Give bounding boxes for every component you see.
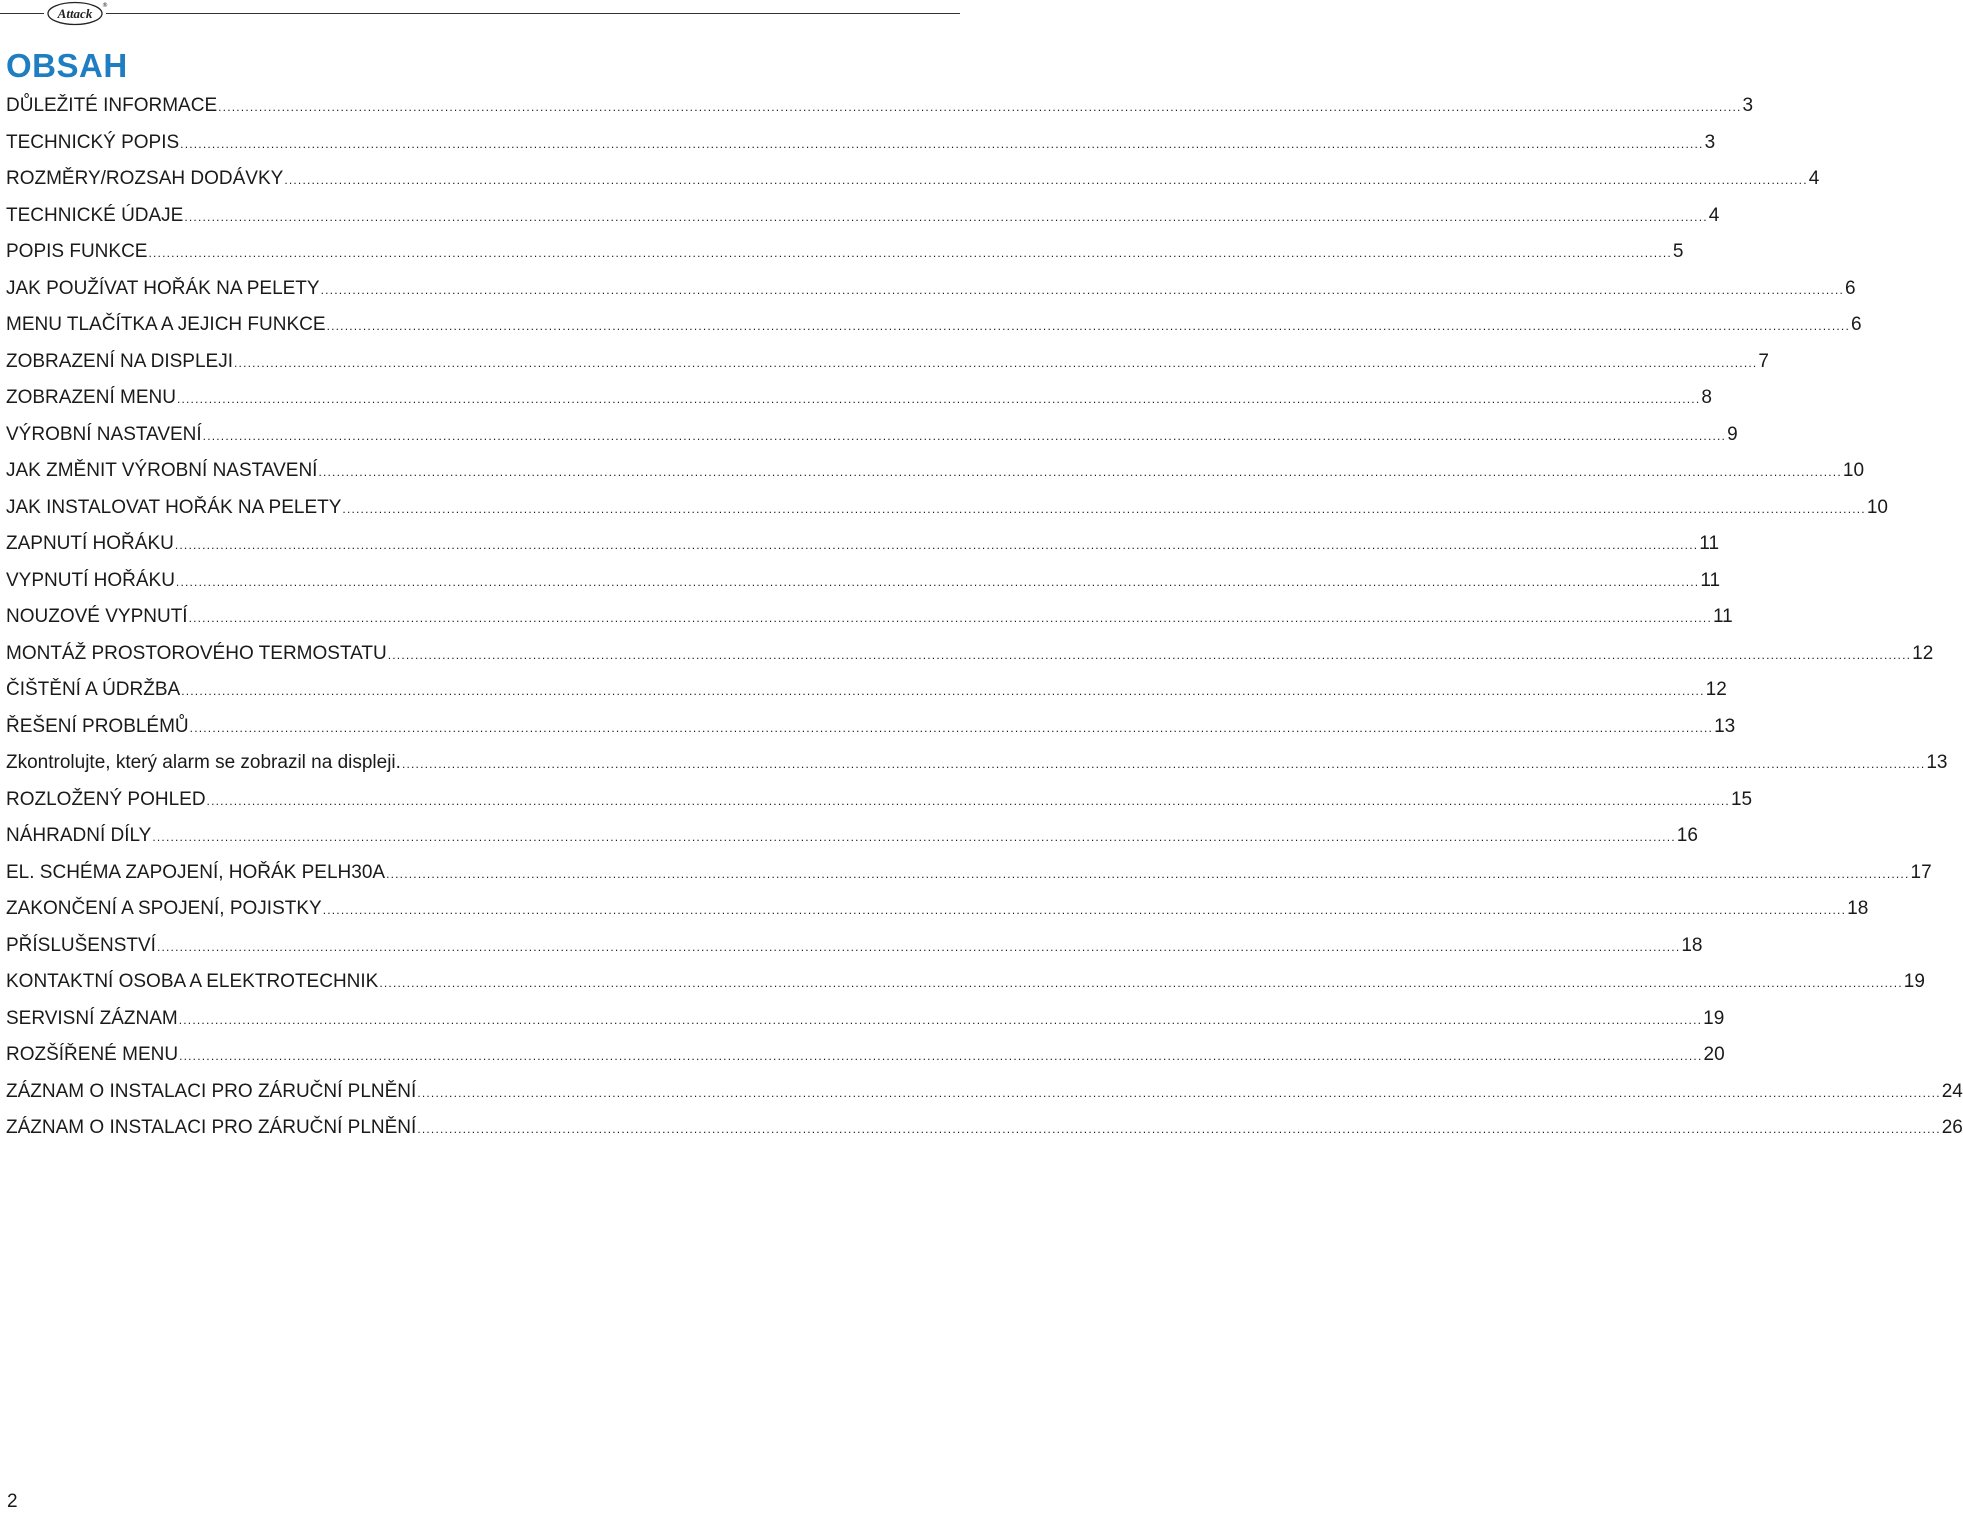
toc-entry[interactable] bbox=[6, 563, 1721, 600]
toc-entry-label: ROZŠÍŘENÉ MENU bbox=[6, 1044, 179, 1065]
toc-dot-leader bbox=[284, 162, 1807, 199]
toc-entry-page: 11 bbox=[1700, 569, 1721, 591]
toc-entry-label: EL. SCHÉMA ZAPOJENÍ, HOŘÁK PELH30A bbox=[6, 861, 386, 883]
toc-dot-leader bbox=[379, 965, 1902, 1002]
toc-entry-label: KONTAKTNÍ OSOBA A ELEKTROTECHNIK bbox=[6, 971, 379, 992]
toc-entry[interactable] bbox=[6, 855, 1932, 892]
toc-entry-label: Zkontrolujte, který alarm se zobrazil na displeji. bbox=[6, 752, 401, 773]
toc-dot-leader bbox=[152, 819, 1675, 856]
toc-entry[interactable] bbox=[6, 271, 1856, 308]
toc-entry-page: 18 bbox=[1681, 934, 1703, 956]
toc-entry[interactable] bbox=[6, 198, 1720, 235]
toc-entry[interactable] bbox=[6, 1037, 1725, 1074]
toc-dot-leader bbox=[318, 454, 1841, 491]
toc-entry-page: 4 bbox=[1708, 204, 1720, 226]
page-number: 2 bbox=[7, 1491, 18, 1512]
toc-entry-label: ZAKONČENÍ A SPOJENÍ, POJISTKY bbox=[6, 898, 322, 919]
toc-entry-page: 9 bbox=[1727, 423, 1738, 445]
toc-dot-leader bbox=[179, 1038, 1702, 1075]
toc-entry-page: 16 bbox=[1676, 825, 1698, 846]
toc-entry-page: 10 bbox=[1842, 460, 1865, 481]
toc-entry-page: 26 bbox=[1941, 1117, 1963, 1138]
toc-entry-page: 15 bbox=[1730, 788, 1753, 810]
attack-logo-icon bbox=[44, 0, 106, 27]
page-title: OBSAH bbox=[6, 47, 128, 84]
toc-dot-leader bbox=[386, 856, 1909, 893]
toc-entry-label: TECHNICKÝ POPIS bbox=[6, 131, 180, 153]
toc-entry-page: 3 bbox=[1704, 131, 1716, 153]
toc-entry[interactable] bbox=[6, 891, 1869, 928]
toc-entry-page: 20 bbox=[1703, 1044, 1725, 1065]
toc-entry-page: 6 bbox=[1850, 314, 1862, 335]
toc-entry-page: 13 bbox=[1926, 752, 1948, 773]
toc-dot-leader bbox=[179, 1002, 1702, 1039]
toc-dot-leader bbox=[181, 673, 1704, 710]
toc-entry-label: VYPNUTÍ HOŘÁKU bbox=[6, 569, 175, 591]
toc-entry-label: JAK ZMĚNIT VÝROBNÍ NASTAVENÍ bbox=[6, 460, 318, 481]
toc-entry[interactable] bbox=[6, 782, 1753, 819]
toc-dot-leader bbox=[327, 308, 1850, 345]
toc-entry-page: 17 bbox=[1910, 861, 1932, 883]
toc-entry[interactable] bbox=[6, 1074, 1963, 1111]
toc-dot-leader bbox=[321, 272, 1844, 309]
toc-entry[interactable] bbox=[6, 417, 1738, 454]
toc-entry[interactable] bbox=[6, 125, 1716, 162]
toc-entry-page: 19 bbox=[1903, 971, 1925, 992]
toc-entry-label: ROZLOŽENÝ POHLED bbox=[6, 788, 206, 810]
toc-entry[interactable] bbox=[6, 307, 1862, 344]
toc-dot-leader bbox=[177, 381, 1700, 418]
toc-entry-label: ZAPNUTÍ HOŘÁKU bbox=[6, 533, 174, 554]
toc-entry[interactable] bbox=[6, 1110, 1963, 1147]
toc-dot-leader bbox=[388, 637, 1911, 674]
toc-entry[interactable] bbox=[6, 490, 1888, 527]
toc-entry-label: POPIS FUNKCE bbox=[6, 241, 148, 262]
header-rule bbox=[0, 13, 960, 14]
toc-dot-leader bbox=[148, 235, 1671, 272]
toc-entry-label: PŘÍSLUŠENSTVÍ bbox=[6, 934, 156, 956]
toc-entry[interactable] bbox=[6, 526, 1720, 563]
toc-entry-page: 19 bbox=[1703, 1007, 1725, 1029]
toc-entry-page: 4 bbox=[1808, 168, 1820, 189]
toc-entry-page: 13 bbox=[1714, 715, 1736, 737]
table-of-contents bbox=[6, 88, 1963, 1147]
toc-entry-label: ČIŠTĚNÍ A ÚDRŽBA bbox=[6, 679, 181, 700]
toc-entry-page: 12 bbox=[1912, 642, 1934, 664]
toc-dot-leader bbox=[190, 710, 1713, 747]
toc-entry-page: 7 bbox=[1758, 350, 1769, 372]
toc-entry[interactable] bbox=[6, 234, 1684, 271]
page-header bbox=[0, 0, 960, 30]
toc-entry-label: JAK INSTALOVAT HOŘÁK NA PELETY bbox=[6, 496, 342, 518]
logo-registered-mark: ® bbox=[102, 2, 108, 9]
toc-entry[interactable] bbox=[6, 818, 1698, 855]
toc-dot-leader bbox=[203, 418, 1726, 455]
toc-entry-label: NÁHRADNÍ DÍLY bbox=[6, 825, 152, 846]
toc-entry-page: 10 bbox=[1866, 496, 1888, 518]
toc-entry[interactable] bbox=[6, 344, 1769, 381]
toc-entry[interactable] bbox=[6, 88, 1754, 125]
toc-entry-page: 24 bbox=[1941, 1080, 1963, 1102]
toc-entry[interactable] bbox=[6, 380, 1712, 417]
toc-dot-leader bbox=[189, 600, 1712, 637]
toc-entry-label: NOUZOVÉ VYPNUTÍ bbox=[6, 606, 188, 627]
toc-dot-leader bbox=[417, 1111, 1940, 1148]
toc-entry-label: VÝROBNÍ NASTAVENÍ bbox=[6, 423, 202, 445]
toc-entry[interactable] bbox=[6, 745, 1948, 782]
toc-dot-leader bbox=[402, 746, 1925, 783]
toc-dot-leader bbox=[234, 345, 1757, 382]
toc-dot-leader bbox=[157, 929, 1680, 966]
toc-entry-page: 6 bbox=[1845, 277, 1856, 299]
toc-entry-label: DŮLEŽITÉ INFORMACE bbox=[6, 95, 218, 116]
toc-entry-label: TECHNICKÉ ÚDAJE bbox=[6, 204, 184, 226]
toc-dot-leader bbox=[342, 491, 1865, 528]
toc-dot-leader bbox=[417, 1075, 1940, 1112]
toc-entry[interactable] bbox=[6, 1001, 1725, 1038]
toc-entry-label: SERVISNÍ ZÁZNAM bbox=[6, 1007, 178, 1029]
toc-entry-page: 12 bbox=[1705, 679, 1727, 700]
toc-entry-label: ZÁZNAM O INSTALACI PRO ZÁRUČNÍ PLNĚNÍ bbox=[6, 1080, 417, 1102]
toc-entry[interactable] bbox=[6, 709, 1736, 746]
toc-entry-label: MONTÁŽ PROSTOROVÉHO TERMOSTATU bbox=[6, 642, 387, 664]
toc-entry-label: ZOBRAZENÍ NA DISPLEJI bbox=[6, 350, 233, 372]
toc-dot-leader bbox=[323, 892, 1846, 929]
toc-entry[interactable] bbox=[6, 453, 1865, 490]
toc-dot-leader bbox=[184, 199, 1707, 236]
toc-entry[interactable] bbox=[6, 928, 1703, 965]
toc-dot-leader bbox=[175, 527, 1698, 564]
toc-entry[interactable] bbox=[6, 599, 1733, 636]
toc-entry-page: 18 bbox=[1847, 898, 1869, 919]
toc-entry[interactable] bbox=[6, 672, 1727, 709]
toc-dot-leader bbox=[207, 783, 1730, 820]
toc-entry-label: ŘEŠENÍ PROBLÉMŮ bbox=[6, 715, 189, 737]
logo-text: Attack bbox=[57, 6, 93, 21]
toc-entry-page: 3 bbox=[1742, 95, 1754, 116]
toc-entry-label: MENU TLAČÍTKA A JEJICH FUNKCE bbox=[6, 314, 326, 335]
toc-entry[interactable] bbox=[6, 636, 1934, 673]
toc-dot-leader bbox=[180, 126, 1703, 163]
toc-entry-page: 8 bbox=[1701, 387, 1712, 408]
toc-entry-label: ZÁZNAM O INSTALACI PRO ZÁRUČNÍ PLNĚNÍ bbox=[6, 1117, 417, 1138]
toc-entry-page: 11 bbox=[1699, 533, 1720, 554]
toc-dot-leader bbox=[218, 89, 1741, 126]
toc-entry-label: ROZMĚRY/ROZSAH DODÁVKY bbox=[6, 168, 284, 189]
toc-entry-label: JAK POUŽÍVAT HOŘÁK NA PELETY bbox=[6, 277, 320, 299]
toc-entry-label: ZOBRAZENÍ MENU bbox=[6, 387, 176, 408]
toc-entry[interactable] bbox=[6, 161, 1820, 198]
toc-entry-page: 5 bbox=[1672, 241, 1684, 262]
toc-entry-page: 11 bbox=[1713, 606, 1733, 627]
toc-entry[interactable] bbox=[6, 964, 1925, 1001]
toc-dot-leader bbox=[176, 564, 1699, 601]
